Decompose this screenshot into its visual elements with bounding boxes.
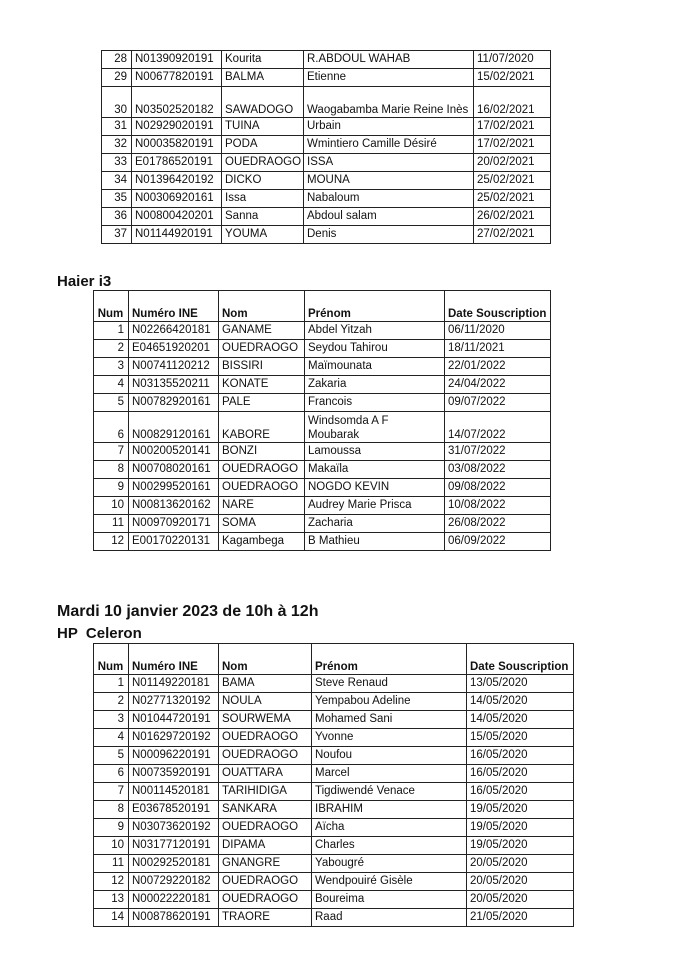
table-row — [102, 136, 551, 154]
row-number: 5 — [94, 394, 129, 412]
ine-number: N00729220182 — [129, 873, 219, 891]
row-number: 31 — [102, 118, 132, 136]
table-row — [102, 51, 551, 69]
ine-number: N00878620191 — [129, 909, 219, 927]
table-row — [94, 765, 574, 783]
first-name: Francois — [305, 394, 445, 412]
column-header: Nom — [219, 644, 312, 675]
ine-number: N00035820191 — [132, 136, 222, 154]
row-number: 12 — [94, 533, 129, 551]
table-row — [94, 479, 551, 497]
table-row — [94, 461, 551, 479]
table-row — [94, 801, 574, 819]
last-name: BAMA — [219, 675, 312, 693]
last-name: Kagambega — [219, 533, 305, 551]
first-name: IBRAHIM — [312, 801, 467, 819]
ine-number: N00970920171 — [129, 515, 219, 533]
table-row — [94, 412, 551, 443]
subscription-date: 19/05/2020 — [467, 801, 574, 819]
row-number: 2 — [94, 693, 129, 711]
row-number: 5 — [94, 747, 129, 765]
table-row — [94, 322, 551, 340]
last-name: OUEDRAOGO — [219, 873, 312, 891]
ine-number: N00299520161 — [129, 479, 219, 497]
ine-number: N01044720191 — [129, 711, 219, 729]
first-name: Yvonne — [312, 729, 467, 747]
last-name: OUEDRAOGO — [222, 154, 304, 172]
row-number: 32 — [102, 136, 132, 154]
first-name: Abdoul salam — [304, 208, 474, 226]
table-row — [94, 837, 574, 855]
ine-number: N00200520141 — [129, 443, 219, 461]
subscription-date: 14/07/2022 — [445, 412, 551, 443]
column-header: Date Souscription — [445, 291, 551, 322]
last-name: Sanna — [222, 208, 304, 226]
last-name: NARE — [219, 497, 305, 515]
last-name: DIPAMA — [219, 837, 312, 855]
table-row — [102, 154, 551, 172]
first-name: Tigdiwendé Venace — [312, 783, 467, 801]
first-name: Makaïla — [305, 461, 445, 479]
ine-number: N00096220191 — [129, 747, 219, 765]
row-number: 33 — [102, 154, 132, 172]
ine-number: N00741120212 — [129, 358, 219, 376]
row-number: 11 — [94, 515, 129, 533]
subscription-date: 16/02/2021 — [474, 87, 551, 118]
first-name: Maïmounata — [305, 358, 445, 376]
continued-subscribers-table — [101, 50, 551, 244]
last-name: TUINA — [222, 118, 304, 136]
subscription-date: 25/02/2021 — [474, 172, 551, 190]
first-name: Seydou Tahirou — [305, 340, 445, 358]
subscription-date: 26/02/2021 — [474, 208, 551, 226]
first-name: Charles — [312, 837, 467, 855]
first-name: Audrey Marie Prisca — [305, 497, 445, 515]
ine-number: N00292520181 — [129, 855, 219, 873]
last-name: OUEDRAOGO — [219, 747, 312, 765]
ine-number: N02266420181 — [129, 322, 219, 340]
row-number: 11 — [94, 855, 129, 873]
table-row — [94, 891, 574, 909]
hp-subscribers-table — [93, 643, 574, 927]
subscription-date: 14/05/2020 — [467, 693, 574, 711]
first-name: Wendpouiré Gisèle — [312, 873, 467, 891]
subscription-date: 18/11/2021 — [445, 340, 551, 358]
table-row — [94, 747, 574, 765]
subscription-date: 15/05/2020 — [467, 729, 574, 747]
first-name: Etienne — [304, 69, 474, 87]
table-row — [94, 340, 551, 358]
subscription-date: 10/08/2022 — [445, 497, 551, 515]
last-name: PALE — [219, 394, 305, 412]
first-name: Windsomda A F Moubarak — [305, 412, 445, 443]
last-name: OUEDRAOGO — [219, 819, 312, 837]
ine-number: N03177120191 — [129, 837, 219, 855]
haier-subscribers-table — [93, 290, 551, 551]
row-number: 4 — [94, 376, 129, 394]
section-title-haier: Haier i3 — [57, 273, 112, 290]
subscription-date: 25/02/2021 — [474, 190, 551, 208]
first-name: Yabougré — [312, 855, 467, 873]
subscription-date: 31/07/2022 — [445, 443, 551, 461]
ine-number: N00708020161 — [129, 461, 219, 479]
table-row — [102, 69, 551, 87]
subscription-date: 09/08/2022 — [445, 479, 551, 497]
last-name: KONATE — [219, 376, 305, 394]
table-row — [94, 909, 574, 927]
first-name: R.ABDOUL WAHAB — [304, 51, 474, 69]
last-name: OUATTARA — [219, 765, 312, 783]
last-name: TRAORE — [219, 909, 312, 927]
ine-number: N00677820191 — [132, 69, 222, 87]
subscription-date: 17/02/2021 — [474, 136, 551, 154]
ine-number: N00114520181 — [129, 783, 219, 801]
last-name: PODA — [222, 136, 304, 154]
last-name: Issa — [222, 190, 304, 208]
first-name: B Mathieu — [305, 533, 445, 551]
first-name: Zacharia — [305, 515, 445, 533]
last-name: GNANGRE — [219, 855, 312, 873]
ine-number: N02771320192 — [129, 693, 219, 711]
ine-number: E04651920201 — [129, 340, 219, 358]
column-header: Date Souscription — [467, 644, 574, 675]
first-name: Urbain — [304, 118, 474, 136]
first-name: Noufou — [312, 747, 467, 765]
row-number: 13 — [94, 891, 129, 909]
table-row — [102, 118, 551, 136]
section-title-hp: HP Celeron — [57, 625, 142, 642]
table-row — [94, 394, 551, 412]
subscription-date: 21/05/2020 — [467, 909, 574, 927]
last-name: KABORE — [219, 412, 305, 443]
table-row — [94, 443, 551, 461]
row-number: 9 — [94, 479, 129, 497]
first-name: Denis — [304, 226, 474, 244]
row-number: 10 — [94, 837, 129, 855]
ine-number: N03135520211 — [129, 376, 219, 394]
row-number: 9 — [94, 819, 129, 837]
ine-number: N00782920161 — [129, 394, 219, 412]
column-header: Numéro INE — [129, 644, 219, 675]
row-number: 7 — [94, 783, 129, 801]
first-name: Marcel — [312, 765, 467, 783]
row-number: 30 — [102, 87, 132, 118]
table-row — [102, 208, 551, 226]
ine-number: E00170220131 — [129, 533, 219, 551]
row-number: 14 — [94, 909, 129, 927]
first-name: Raad — [312, 909, 467, 927]
last-name: BONZI — [219, 443, 305, 461]
row-number: 35 — [102, 190, 132, 208]
subscription-date: 03/08/2022 — [445, 461, 551, 479]
table-row — [94, 819, 574, 837]
table-row — [94, 873, 574, 891]
first-name: Waogabamba Marie Reine Inès — [304, 87, 474, 118]
subscription-date: 06/11/2020 — [445, 322, 551, 340]
last-name: OUEDRAOGO — [219, 729, 312, 747]
subscription-date: 27/02/2021 — [474, 226, 551, 244]
row-number: 10 — [94, 497, 129, 515]
table-row — [102, 172, 551, 190]
subscription-date: 13/05/2020 — [467, 675, 574, 693]
table-row — [94, 497, 551, 515]
last-name: TARIHIDIGA — [219, 783, 312, 801]
last-name: NOULA — [219, 693, 312, 711]
subscription-date: 20/05/2020 — [467, 891, 574, 909]
column-header: Num — [94, 291, 129, 322]
ine-number: E01786520191 — [132, 154, 222, 172]
session-heading: Mardi 10 janvier 2023 de 10h à 12h — [57, 603, 319, 620]
column-header: Prénom — [305, 291, 445, 322]
row-number: 3 — [94, 711, 129, 729]
ine-number: E03678520191 — [129, 801, 219, 819]
last-name: OUEDRAOGO — [219, 479, 305, 497]
last-name: SANKARA — [219, 801, 312, 819]
row-number: 1 — [94, 322, 129, 340]
ine-number: N01149220181 — [129, 675, 219, 693]
row-number: 7 — [94, 443, 129, 461]
subscription-date: 20/02/2021 — [474, 154, 551, 172]
row-number: 29 — [102, 69, 132, 87]
subscription-date: 15/02/2021 — [474, 69, 551, 87]
last-name: OUEDRAOGO — [219, 340, 305, 358]
first-name: Wmintiero Camille Désiré — [304, 136, 474, 154]
subscription-date: 26/08/2022 — [445, 515, 551, 533]
last-name: GANAME — [219, 322, 305, 340]
column-header: Nom — [219, 291, 305, 322]
subscription-date: 24/04/2022 — [445, 376, 551, 394]
last-name: YOUMA — [222, 226, 304, 244]
ine-number: N03073620192 — [129, 819, 219, 837]
subscription-date: 16/05/2020 — [467, 765, 574, 783]
ine-number: N00735920191 — [129, 765, 219, 783]
table-row — [94, 358, 551, 376]
last-name: DICKO — [222, 172, 304, 190]
first-name: Lamoussa — [305, 443, 445, 461]
row-number: 3 — [94, 358, 129, 376]
table-row — [94, 855, 574, 873]
row-number: 1 — [94, 675, 129, 693]
subscription-date: 20/05/2020 — [467, 873, 574, 891]
last-name: SOMA — [219, 515, 305, 533]
subscription-date: 19/05/2020 — [467, 819, 574, 837]
table-row — [94, 376, 551, 394]
first-name: Steve Renaud — [312, 675, 467, 693]
ine-number: N00022220181 — [129, 891, 219, 909]
row-number: 6 — [94, 765, 129, 783]
subscription-date: 20/05/2020 — [467, 855, 574, 873]
last-name: Kourita — [222, 51, 304, 69]
first-name: NOGDO KEVIN — [305, 479, 445, 497]
last-name: OUEDRAOGO — [219, 461, 305, 479]
row-number: 8 — [94, 461, 129, 479]
subscription-date: 06/09/2022 — [445, 533, 551, 551]
ine-number: N01629720192 — [129, 729, 219, 747]
column-header: Prénom — [312, 644, 467, 675]
first-name: Zakaria — [305, 376, 445, 394]
ine-number: N01390920191 — [132, 51, 222, 69]
first-name: Boureima — [312, 891, 467, 909]
row-number: 6 — [94, 412, 129, 443]
first-name: Abdel Yitzah — [305, 322, 445, 340]
ine-number: N02929020191 — [132, 118, 222, 136]
table-row — [102, 190, 551, 208]
ine-number: N00800420201 — [132, 208, 222, 226]
table-row — [94, 675, 574, 693]
row-number: 4 — [94, 729, 129, 747]
table-row — [94, 693, 574, 711]
ine-number: N03502520182 — [132, 87, 222, 118]
table-row — [94, 533, 551, 551]
first-name: MOUNA — [304, 172, 474, 190]
table-row — [94, 729, 574, 747]
last-name: SAWADOGO — [222, 87, 304, 118]
last-name: BISSIRI — [219, 358, 305, 376]
ine-number: N00829120161 — [129, 412, 219, 443]
first-name: Yempabou Adeline — [312, 693, 467, 711]
row-number: 28 — [102, 51, 132, 69]
first-name: Mohamed Sani — [312, 711, 467, 729]
last-name: SOURWEMA — [219, 711, 312, 729]
table-row — [102, 226, 551, 244]
subscription-date: 17/02/2021 — [474, 118, 551, 136]
row-number: 8 — [94, 801, 129, 819]
table-row — [94, 515, 551, 533]
subscription-date: 09/07/2022 — [445, 394, 551, 412]
ine-number: N01144920191 — [132, 226, 222, 244]
table-row — [94, 783, 574, 801]
ine-number: N00813620162 — [129, 497, 219, 515]
subscription-date: 14/05/2020 — [467, 711, 574, 729]
ine-number: N00306920161 — [132, 190, 222, 208]
column-header: Num — [94, 644, 129, 675]
subscription-date: 22/01/2022 — [445, 358, 551, 376]
subscription-date: 19/05/2020 — [467, 837, 574, 855]
column-header: Numéro INE — [129, 291, 219, 322]
row-number: 34 — [102, 172, 132, 190]
table-row — [102, 87, 551, 118]
subscription-date: 11/07/2020 — [474, 51, 551, 69]
subscription-date: 16/05/2020 — [467, 783, 574, 801]
row-number: 12 — [94, 873, 129, 891]
subscription-date: 16/05/2020 — [467, 747, 574, 765]
last-name: BALMA — [222, 69, 304, 87]
last-name: OUEDRAOGO — [219, 891, 312, 909]
row-number: 2 — [94, 340, 129, 358]
first-name: Nabaloum — [304, 190, 474, 208]
row-number: 36 — [102, 208, 132, 226]
row-number: 37 — [102, 226, 132, 244]
ine-number: N01396420192 — [132, 172, 222, 190]
first-name: ISSA — [304, 154, 474, 172]
table-row — [94, 711, 574, 729]
first-name: Aïcha — [312, 819, 467, 837]
